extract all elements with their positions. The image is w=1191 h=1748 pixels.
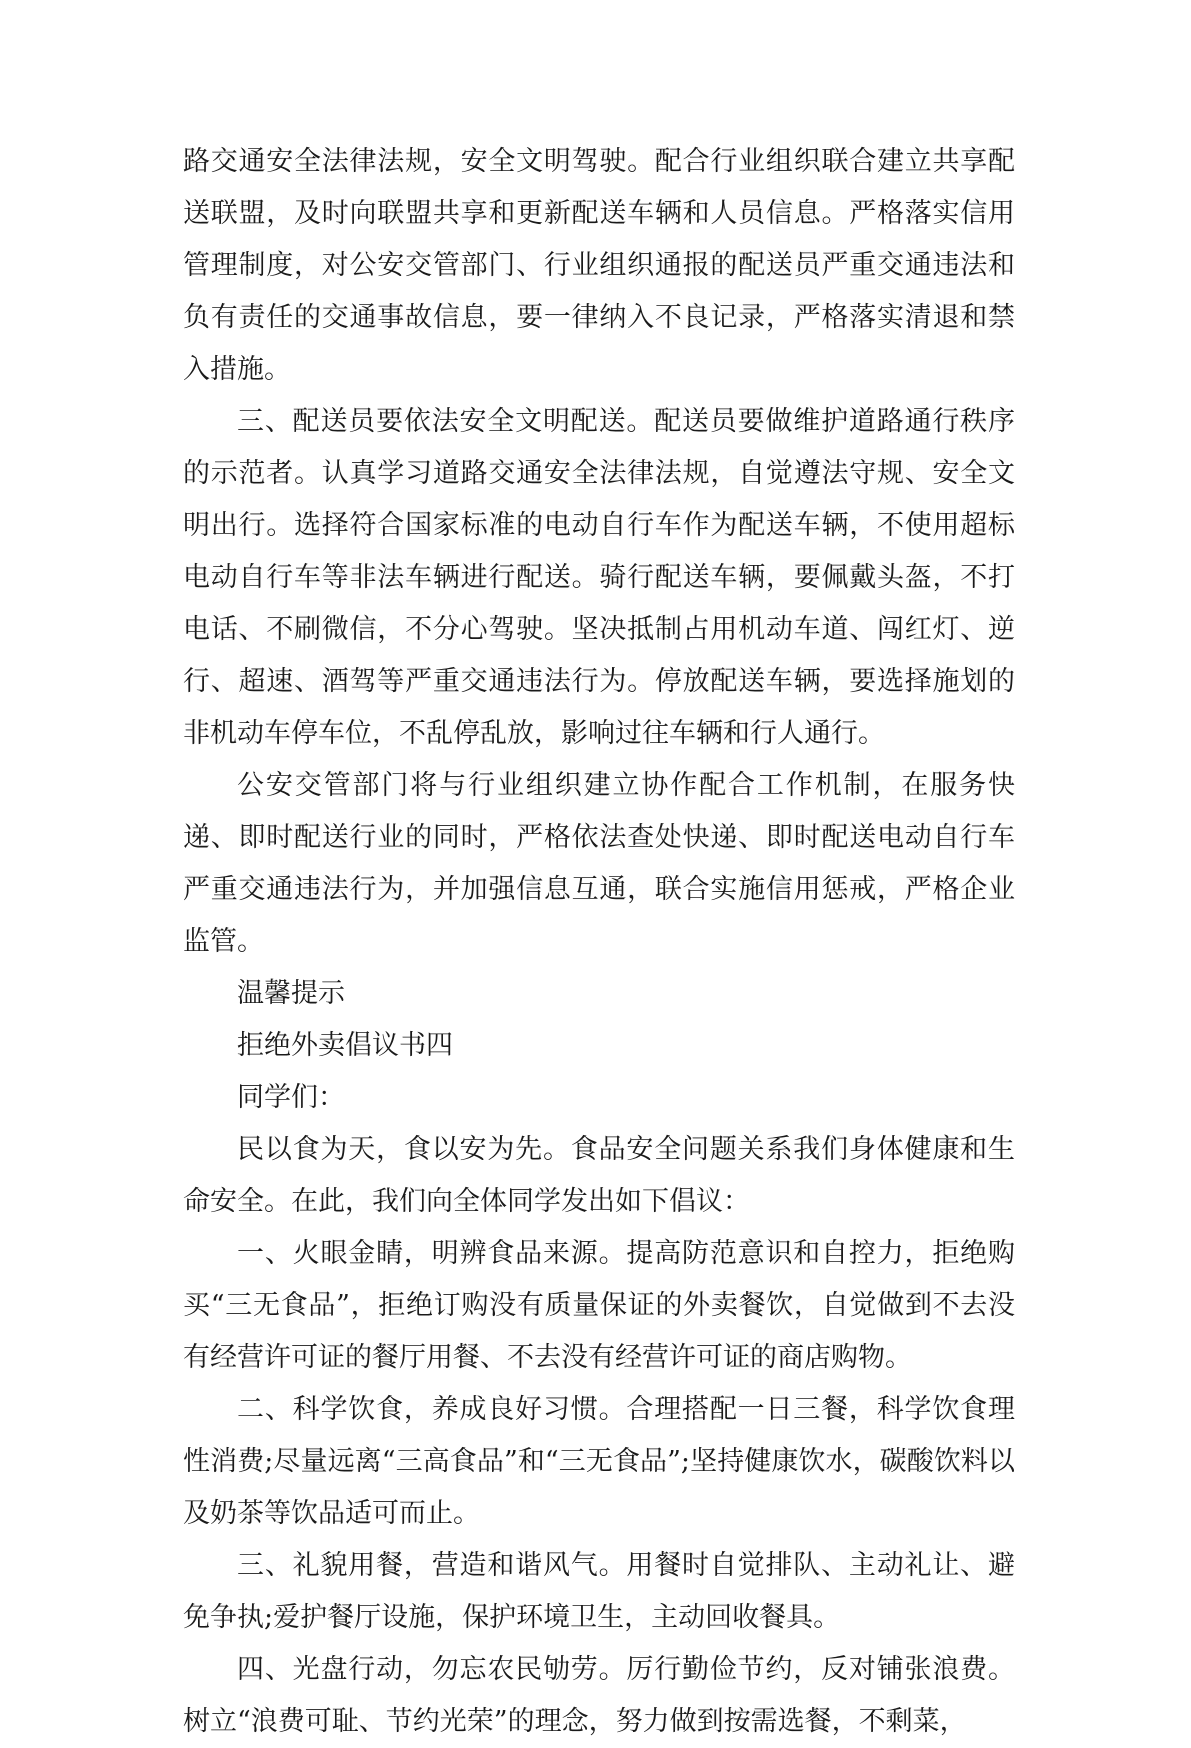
heading-warm-reminder: 温馨提示 [237, 978, 345, 1009]
paragraph-section-three: 三、配送员要依法安全文明配送。配送员要做维护道路通行秩序的示范者。认真学习道路交通安全法律法规，自觉遵法守规、安全文明出行。选择符合国家标准的电动自行车作为配送车辆，不使用超标电动自行车等非法车辆进行配送。骑行配送车辆，要佩戴头盔，不打电话、不刷微信，不分心驾驶。坚决抵制占用机动车道、闯红灯、逆行、超速、酒驾等严重交通违法行为。停放配送车辆，要选择施划的非机动车停车位，不乱停乱放，影响过往车辆和行人通行。 [183, 406, 1015, 749]
paragraph-intro: 民以食为天，食以安为先。食品安全问题关系我们身体健康和生命安全。在此，我们向全体同学发出如下倡议： [183, 1134, 1015, 1217]
paragraph-point-three: 三、礼貌用餐，营造和谐风气。用餐时自觉排队、主动礼让、避免争执;爱护餐厅设施，保护环境卫生，主动回收餐具。 [183, 1550, 1015, 1633]
salutation: 同学们： [237, 1082, 345, 1113]
paragraph-point-two: 二、科学饮食，养成良好习惯。合理搭配一日三餐，科学饮食理性消费;尽量远离“三高食品”和“三无食品”;坚持健康饮水，碳酸饮料以及奶茶等饮品适可而止。 [183, 1394, 1015, 1529]
paragraph-point-one: 一、火眼金睛，明辨食品来源。提高防范意识和自控力，拒绝购买“三无食品”，拒绝订购没有质量保证的外卖餐饮，自觉做到不去没有经营许可证的餐厅用餐、不去没有经营许可证的商店购物。 [183, 1238, 1015, 1373]
heading-proposal-four: 拒绝外卖倡议书四 [237, 1030, 453, 1061]
paragraph-police-mechanism: 公安交管部门将与行业组织建立协作配合工作机制，在服务快递、即时配送行业的同时，严格依法查处快递、即时配送电动自行车严重交通违法行为，并加强信息互通，联合实施信用惩戒，严格企业监管。 [183, 770, 1015, 957]
document-body [183, 136, 1015, 1748]
paragraph-continuation: 路交通安全法律法规，安全文明驾驶。配合行业组织联合建立共享配送联盟，及时向联盟共享和更新配送车辆和人员信息。严格落实信用管理制度，对公安交管部门、行业组织通报的配送员严重交通违法和负有责任的交通事故信息，要一律纳入不良记录，严格落实清退和禁入措施。 [183, 146, 1015, 385]
paragraph-point-four: 四、光盘行动，勿忘农民劬劳。厉行勤俭节约，反对铺张浪费。树立“浪费可耻、节约光荣”的理念，努力做到按需选餐，不剩菜， [183, 1654, 1015, 1737]
